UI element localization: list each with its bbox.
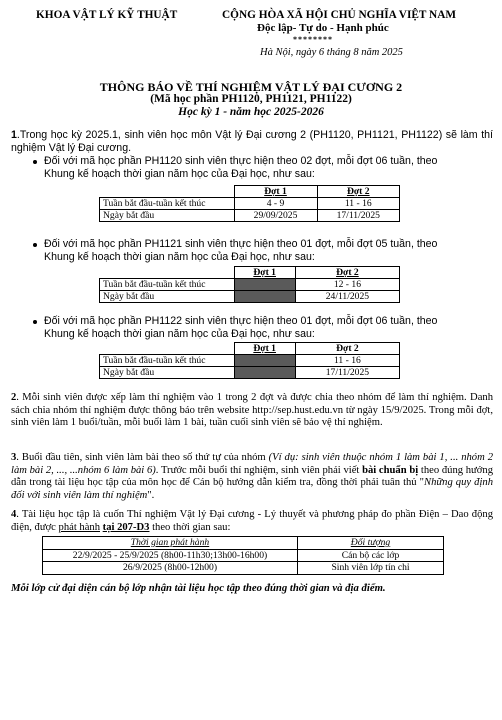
- release-time-cell: 22/9/2025 - 25/9/2025 (8h00-11h30;13h00-16h00): [43, 549, 298, 562]
- row-label-weeks: Tuần bắt đầu-tuần kết thúc: [100, 279, 235, 291]
- bullet3-line2: Khung kế hoạch thời gian năm học của Đại học, như sau:: [44, 328, 315, 340]
- table-ph1120: [99, 185, 400, 222]
- stars-divider: ********: [293, 35, 333, 44]
- section3-text-b: . Trước mỗi buổi thí nghiệm, sinh viên phải viết: [155, 464, 363, 476]
- section3-bold: bài chuẩn bị: [362, 464, 419, 476]
- col-dot2-header: Đợt 2: [295, 267, 399, 279]
- table-ph1122: [99, 342, 400, 379]
- row-label-weeks: Tuần bắt đầu-tuần kết thúc: [100, 198, 235, 210]
- section4-text-a: . Tài liệu học tập là cuốn Thí nghiệm Vật lý Đại cương - Lý thuyết và phương pháp đo phần Điện – Dao động điện, được: [11, 509, 493, 533]
- ph1120-dot2-start: 17/11/2025: [317, 210, 399, 222]
- title-line2: (Mã học phần PH1120, PH1121, PH1122): [150, 93, 352, 105]
- section3-paragraph: [11, 452, 493, 502]
- ph1121-dot2-weeks: 12 - 16: [295, 279, 399, 291]
- closing-note: Mỗi lớp cử đại diện cán bộ lớp nhận tài liệu học tập theo đúng thời gian và địa điểm.: [11, 582, 386, 594]
- table-corner: [100, 343, 235, 355]
- row-label-start-date: Ngày bắt đầu: [100, 210, 235, 222]
- row-label-start-date: Ngày bắt đầu: [100, 367, 235, 379]
- title-line1: THÔNG BÁO VỀ THÍ NGHIỆM VẬT LÝ ĐẠI CƯƠNG 2: [99, 80, 403, 94]
- section3-text-a: . Buổi đầu tiên, sinh viên làm bài theo số thứ tự của nhóm: [16, 452, 269, 463]
- section4-text-b: theo thời gian sau:: [149, 521, 231, 533]
- country-name: CỘNG HÒA XÃ HỘI CHỦ NGHĨA VIỆT NAM: [222, 9, 457, 21]
- ph1121-dot2-start: 24/11/2025: [295, 291, 399, 303]
- table-ph1121: [99, 266, 400, 303]
- ph1120-dot1-start: 29/09/2025: [234, 210, 317, 222]
- col-audience-header: Đối tượng: [298, 537, 444, 550]
- section3-text-d: ".: [147, 489, 155, 501]
- section1-paragraph: [11, 129, 493, 154]
- release-time-cell: 26/9/2025 (8h00-12h00): [43, 562, 298, 575]
- section4-place: tại 207-D3: [102, 521, 150, 533]
- ph1120-dot2-weeks: 11 - 16: [317, 198, 399, 210]
- ph1121-dot1-empty: [234, 291, 295, 303]
- bullet-dot-3: [33, 320, 37, 324]
- ph1122-dot2-weeks: 11 - 16: [295, 355, 399, 367]
- col-dot2-header: Đợt 2: [317, 186, 399, 198]
- section2-num: 2: [11, 392, 17, 403]
- section2-paragraph: [11, 392, 493, 430]
- section3-example: (Ví dụ: sinh viên thuộc nhóm 1 làm bài 1, ... nhóm 2 làm bài 2, ..., ...nhóm 6 làm bài 6): [11, 452, 493, 476]
- section1-num: 1: [11, 129, 17, 141]
- table-corner: [100, 186, 235, 198]
- bullet-dot-1: [33, 160, 37, 164]
- bullet3-line1: Đối với mã học phần PH1122 sinh viên thực hiện theo 01 đợt, mỗi đợt 06 tuần, theo: [44, 315, 438, 327]
- row-label-weeks: Tuần bắt đầu-tuần kết thúc: [100, 355, 235, 367]
- col-dot1-header: Đợt 1: [234, 343, 295, 355]
- table-corner: [100, 267, 235, 279]
- title-line3: Học kỳ 1 - năm học 2025-2026: [178, 106, 324, 118]
- section3-text-c: theo đúng hướng dẫn trong tài liệu học tập của môn học để Cán bộ hướng dẫn kiểm tra, đồng thời phải tuân thủ ": [11, 464, 493, 489]
- ph1122-dot1-empty: [234, 367, 295, 379]
- section4-num: 4: [11, 509, 17, 520]
- row-label-start-date: Ngày bắt đầu: [100, 291, 235, 303]
- audience-cell: Cán bộ các lớp: [298, 549, 444, 562]
- col-dot1-header: Đợt 1: [234, 186, 317, 198]
- col-release-time-header: Thời gian phát hành: [43, 537, 298, 550]
- section4-paragraph: [11, 509, 493, 534]
- col-dot1-header: Đợt 1: [234, 267, 295, 279]
- document-date: Hà Nội, ngày 6 tháng 8 năm 2025: [260, 47, 403, 58]
- bullet2-line1: Đối với mã học phần PH1121 sinh viên thực hiện theo 01 đợt, mỗi đợt 05 tuần, theo: [44, 238, 438, 250]
- org-name: KHOA VẬT LÝ KỸ THUẬT: [36, 9, 178, 21]
- motto: Độc lập- Tự do - Hạnh phúc: [257, 22, 389, 34]
- section1-text: .Trong học kỳ 2025.1, sinh viên học môn Vật lý Đại cương 2 (PH1120, PH1121, PH1122) sẽ làm thí nghiệm Vật lý Đại cương.: [11, 129, 493, 154]
- section4-phat-hanh: phát hành: [58, 521, 101, 533]
- ph1122-dot1-empty: [234, 355, 295, 367]
- ph1121-dot1-empty: [234, 279, 295, 291]
- ph1120-dot1-weeks: 4 - 9: [234, 198, 317, 210]
- bullet1-line2: Khung kế hoạch thời gian năm học của Đại học, như sau:: [44, 168, 315, 180]
- ph1122-dot2-start: 17/11/2025: [295, 367, 399, 379]
- section2-text: . Mỗi sinh viên được xếp làm thí nghiệm vào 1 trong 2 đợt và được chia theo nhóm để làm thí nghiệm. Danh sách chia nhóm thí nghiệm được thông báo trên website http://sep.hust.edu.vn từ ngày 15/9/2025. Trong mỗi đợt, sinh viên làm 1 buổi/tuần, mỗi buổi làm 1 bài, tuần cuối sinh viên sẽ bảo vệ thí nghiệm.: [11, 392, 493, 429]
- section3-quote: Những quy định đối với sinh viên làm thí nghiệm: [11, 477, 493, 501]
- section3-num: 3: [11, 452, 17, 463]
- bullet2-line2: Khung kế hoạch thời gian năm học của Đại học, như sau:: [44, 251, 315, 263]
- table-distribution: [42, 536, 444, 575]
- bullet-dot-2: [33, 243, 37, 247]
- col-dot2-header: Đợt 2: [295, 343, 399, 355]
- bullet1-line1: Đối với mã học phần PH1120 sinh viên thực hiện theo 02 đợt, mỗi đợt 06 tuần, theo: [44, 155, 438, 167]
- audience-cell: Sinh viên lớp tín chỉ: [298, 562, 444, 575]
